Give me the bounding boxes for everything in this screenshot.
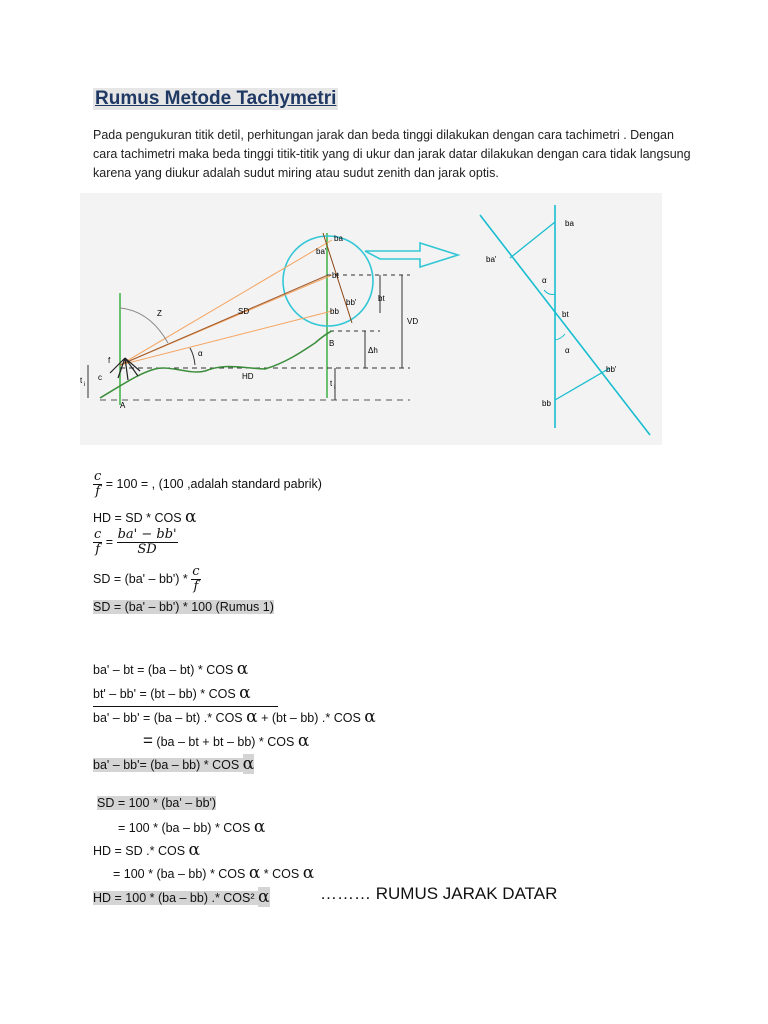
label-b: B <box>329 339 335 348</box>
formula-bt-bb: bt' – bb' = (bt – bb) * COS α <box>93 683 278 707</box>
formula-hd-sd: HD = SD .* COS α <box>93 840 200 860</box>
label-dh: Δh <box>368 346 378 355</box>
label-alpha-top: α <box>542 276 547 285</box>
tilted-line <box>480 215 650 435</box>
intro-paragraph: Pada pengukuran titik detil, perhitungan jarak dan beda tinggi dilakukan dengan cara tachimetri . Dengan cara tachimetri maka beda tinggi titik-titik yang di ukur dan jarak datar dilakukan dengan cara tidak langsung karena yang diukur adalah sudut miring atau sudut zenith dan jarak optis. <box>93 128 691 180</box>
label-ba-prime: ba' <box>486 255 497 264</box>
label-hd: HD <box>242 372 254 381</box>
formula-hd-final: HD = 100 * (ba – bb) .* COS² α <box>93 887 270 907</box>
tilted-rod-diagram <box>470 200 660 440</box>
formula-ba-bt: ba' – bt = (ba – bt) * COS α <box>93 659 249 679</box>
label-sd: SD <box>238 307 250 316</box>
formula-c-over-f: $\frac{c}{f}$ = 100 = , (100 ,adalah standard pabrik) <box>94 469 322 499</box>
bb-perpendicular <box>555 368 610 400</box>
label-ba-prime: ba' <box>316 247 327 256</box>
label-vd: VD <box>407 317 419 326</box>
label-ba: ba <box>334 234 343 243</box>
formula-hd: HD = SD * COS α <box>93 507 197 527</box>
label-ti2-sub: i <box>334 385 336 391</box>
label-f: f <box>108 356 111 365</box>
label-z: Z <box>157 309 162 318</box>
label-ti2: t <box>330 379 333 388</box>
formula-c-f-ratio: $\frac{c}{f}$ = $\frac{ba' - bb'}{SD}$ <box>94 527 177 557</box>
label-bt: bt <box>562 310 569 319</box>
label-c: c <box>98 373 102 382</box>
label-bb: bb <box>542 399 551 408</box>
formula-sd-100: SD = 100 * (ba' – bb') <box>97 796 217 810</box>
formula-ba-bb-sum: ba' – bb' = (ba – bt) .* COS α + (bt – bb) .* COS α <box>93 707 376 727</box>
label-bb-prime: bb' <box>606 365 617 374</box>
label-ti-sub: i <box>84 382 86 388</box>
formula-hd-expanded: = 100 * (ba – bb) * COS α * COS α <box>113 863 315 883</box>
label-alpha: α <box>198 349 203 358</box>
formula-simplify: = (ba – bt + bt – bb) * COS α <box>143 731 310 751</box>
formula-ba-bb-result: ba' – bb'= (ba – bb) * COS α <box>93 754 255 774</box>
label-bt-dim: bt <box>378 294 385 303</box>
label-bb-prime: bb' <box>346 298 357 307</box>
ba-perpendicular <box>510 222 555 258</box>
fraction-c-f: $\frac{c}{f}$ <box>94 469 102 499</box>
formula-sd: SD = (ba' – bb') * $\frac{c}{f}$ <box>93 564 200 594</box>
alpha-arc-top <box>544 290 555 295</box>
label-ti: t <box>80 376 83 385</box>
rumus-jarak-datar-label: ……… RUMUS JARAK DATAR <box>320 884 558 903</box>
label-bt: bt <box>332 271 339 280</box>
label-a: A <box>120 401 126 410</box>
label-ba: ba <box>565 219 574 228</box>
label-bb: bb <box>330 307 339 316</box>
alpha-arc-bottom <box>555 334 565 340</box>
formula-rumus-1: SD = (ba' – bb') * 100 (Rumus 1) <box>93 600 274 614</box>
page-title: Rumus Metode Tachymetri <box>95 88 337 109</box>
label-alpha-bottom: α <box>565 346 570 355</box>
formula-sd-expanded: = 100 * (ba – bb) * COS α <box>118 817 266 837</box>
